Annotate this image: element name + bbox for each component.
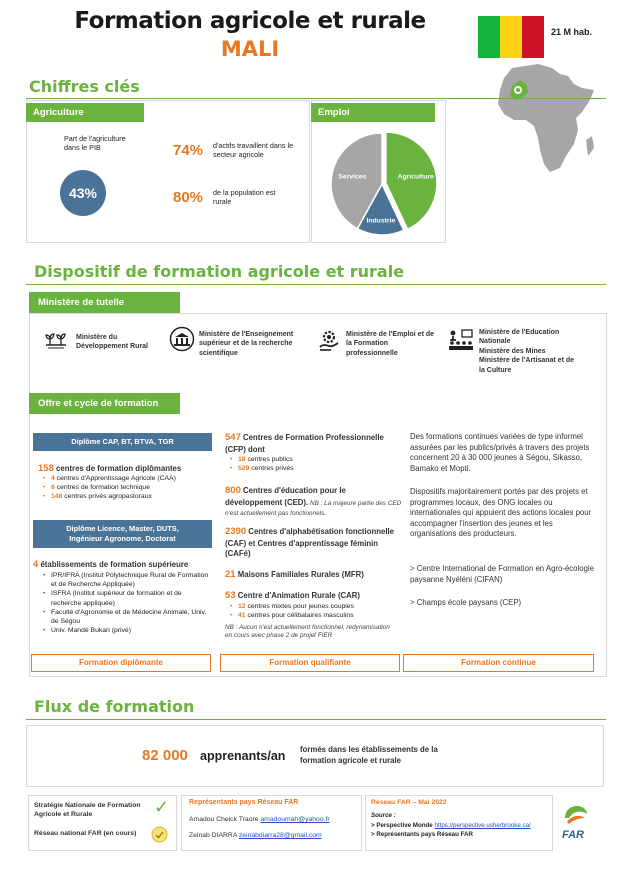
car-note: NB : Aucun n'est actuellement fonctionnel, redynamisation en cours avec phase 2 de projet FIER	[225, 624, 390, 640]
diplomantes-line: 158 centres de formation diplômantes	[38, 463, 182, 474]
flux-text: formés dans les établissements de la formation agricole et rurale	[300, 745, 438, 765]
list-item: • 6 centres de formation technique	[42, 483, 212, 492]
reseau-text: Réseau national FAR (en cours)	[34, 830, 137, 837]
pib-text: Part de l'agriculture dans le PIB	[64, 134, 126, 153]
flux-unit: apprenants/an	[200, 749, 286, 763]
divider	[26, 284, 606, 285]
src-1: > Perspective Monde https://perspective.usherbrooke.ca/	[371, 822, 531, 829]
chiffres-heading: Chiffres clés	[29, 77, 140, 96]
src-title: Réseau FAR – Mai 2022	[371, 799, 447, 806]
rurale-value: 80%	[173, 189, 204, 206]
plant-icon	[43, 327, 69, 353]
population: 21 M hab.	[551, 27, 593, 37]
rep-title: Représentants pays Réseau FAR	[189, 799, 299, 806]
rep-1-email-link[interactable]: amadoumah@yahoo.fr	[260, 816, 330, 823]
divider	[26, 719, 606, 720]
pie-label-industrie: Industrie	[366, 217, 396, 225]
divider	[26, 98, 606, 99]
ced-line: 800 Centres d'éducation pour le développement (CED). NB : La majeure partie des CED n'est actuellement pas fonctionnels.	[225, 485, 402, 518]
actifs-value: 74%	[173, 142, 204, 159]
list-item: • 529 centres privés	[229, 464, 399, 473]
emploi-pie-chart	[326, 130, 440, 240]
pie-label-agriculture: Agriculture	[397, 173, 434, 181]
dispositif-heading: Dispositif de formation agricole et rurale	[34, 262, 405, 281]
pib-value: 43%	[60, 170, 106, 216]
check-icon: ✓	[154, 797, 170, 817]
flag-red-band	[522, 16, 544, 58]
src-label: Source :	[371, 812, 396, 819]
list-item: • ISFRA (Institut supérieur de formation et de recherche appliquée)	[42, 589, 212, 607]
cfp-line: 547 Centres de Formation Professionnelle (CFP) dont	[225, 432, 384, 454]
list-item: • IPR/IFRA (Institut Polytechnique Rural de Formation et de Recherche Appliquée)	[42, 571, 212, 589]
continue-p1: Des formations continues variées de type informel assurées par les publics/privés à travers des projets concernent 20 à 30 000 jeunes à Ségou, Sikasso, Bamako et Mopti.	[410, 432, 590, 473]
ministere-4: Ministère de l'Education Nationale Ministère des Mines Ministère de l'Artisanat et de la Culture	[479, 329, 575, 374]
superieure-line: 4 établissements de formation supérieure	[33, 559, 189, 570]
continue-p2: Dispositifs majoritairement portés par des projets et programmes locaux, des ONG locales ou internationales qui appuient des actions locales pour accompagner l'insertion des jeunes et les organisations des producteurs.	[410, 487, 592, 539]
rep-2: Zeinab DIARRA zeinabdiarra28@gmail.com	[189, 832, 322, 839]
flag-green-band	[478, 16, 500, 58]
list-item: • 148 centres privés agropastoraux	[42, 492, 212, 501]
page-title: Formation agricole et rurale	[74, 8, 426, 34]
flux-heading: Flux de formation	[34, 697, 195, 716]
pie-label-services: Services	[338, 173, 367, 181]
tag-diplomante: Formation diplômante	[31, 654, 211, 672]
mali-flag	[478, 16, 544, 58]
ministere-2: Ministère de l'Enseignement supérieur et de la recherche scientifique	[199, 331, 294, 357]
agriculture-label: Agriculture	[26, 103, 144, 122]
list-item: • Faculté d'Agronomie et de Médecine Animale, Univ. de Ségou	[42, 608, 212, 626]
rep-1: Amadou Cheick Traore amadoumah@yahoo.fr	[189, 816, 330, 823]
continue-p4: > Champs école paysans (CEP)	[410, 598, 522, 607]
emploi-label: Emploi	[311, 103, 435, 122]
gear-hand-icon	[317, 328, 341, 352]
pending-icon	[151, 826, 168, 843]
country-name: MALI	[220, 37, 280, 61]
ministere-1: Ministère du Développement Rural	[76, 334, 148, 351]
src-1-link[interactable]: https://perspective.usherbrooke.ca/	[434, 822, 531, 829]
mfr-line: 21 Maisons Familiales Rurales (MFR)	[225, 569, 364, 580]
caf-line: 2390 Centres d'alphabétisation fonctionnelle (CAF) et Centres d'apprentissage féminin (CAFé)	[225, 526, 394, 559]
actifs-text: d'actifs travaillent dans le secteur agricole	[213, 141, 294, 160]
offre-label: Offre et cycle de formation	[29, 393, 180, 414]
ministere-3: Ministère de l'Emploi et de la Formation professionnelle	[346, 331, 435, 357]
superieure-list	[42, 571, 212, 635]
cfp-list	[229, 455, 399, 473]
tag-qualifiante: Formation qualifiante	[220, 654, 400, 672]
car-list	[229, 602, 404, 620]
list-item: • 18 centres publics	[229, 455, 399, 464]
africa-map-icon	[490, 60, 605, 178]
far-logo-icon	[561, 804, 589, 828]
tag-continue: Formation continue	[403, 654, 594, 672]
list-item: • Univ. Mandé Bukari (privé)	[42, 626, 212, 635]
src-2: > Représentants pays Réseau FAR	[371, 831, 473, 838]
flux-number: 82 000	[142, 747, 188, 764]
diplome-bar-1: Diplôme CAP, BT, BTVA, TGR	[33, 433, 212, 451]
list-item: • 41 centres pour célibataires masculins	[229, 611, 404, 620]
rurale-text: de la population est rurale	[213, 188, 276, 207]
school-icon	[169, 326, 195, 352]
car-line: 53 Centre d'Animation Rurale (CAR)	[225, 590, 361, 601]
continue-p3: > Centre International de Formation en Agro-écologie paysanne Nyéléni (CIFAN)	[410, 564, 594, 584]
rep-2-email-link[interactable]: zeinabdiarra28@gmail.com	[238, 832, 322, 839]
list-item: • 12 centres mixtes pour jeunes couples	[229, 602, 404, 611]
far-logo-text: FAR	[562, 829, 584, 841]
diplomantes-list	[42, 474, 212, 502]
list-item: • 4 centres d'Apprentissage Agricole (CAA)	[42, 474, 212, 483]
classroom-icon	[448, 328, 474, 352]
tutelle-label: Ministère de tutelle	[29, 292, 180, 313]
diplome-bar-2: Diplôme Licence, Master, DUTS, Ingénieur Agronome, Doctorat	[33, 520, 212, 548]
strategie-text: Stratégie Nationale de Formation Agricole et Rurale	[34, 802, 141, 819]
flag-yellow-band	[500, 16, 522, 58]
